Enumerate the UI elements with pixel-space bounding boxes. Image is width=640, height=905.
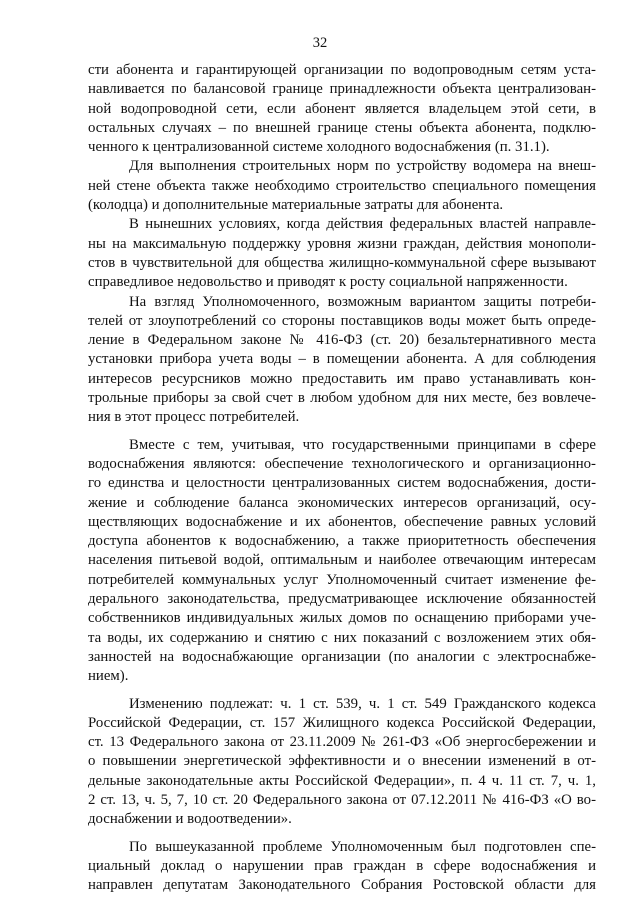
text-line: занностей на водоснабжающие организации (по аналогии с электроснабже- [88,648,596,665]
text-line: 2 ст. 13, ч. 5, 7, 10 ст. 20 Федерального закона от 07.12.2011 № 416-ФЗ «О во- [88,791,596,808]
text-line: По вышеуказанной проблеме Уполномоченным был подготовлен спе- [129,838,596,855]
document-body [88,61,596,895]
text-line: направлен депутатам Законодательного Собрания Ростовской области для [88,877,596,894]
text-line: навливается по балансовой границе принадлежности объекта централизован- [88,81,596,98]
text-line: ление в Федеральном законе № 416-ФЗ (ст. 20) безальтернативного места [88,332,596,349]
text-line: дерального законодательства, предусматривающее исключение обязанностей [88,591,596,608]
paragraph-4 [88,293,596,428]
text-line: доснабжении и водоотведении». [88,811,292,828]
text-line: о повышении энергетической эффективности и о внесении изменений в от- [88,753,596,770]
paragraph-6 [88,695,596,830]
text-line: ней стене объекта также необходимо строительство специального помещения [88,177,596,194]
text-line: доступа абонентов к водоснабжению, а также приоритетность обеспечения [88,533,596,550]
text-line: сти абонента и гарантирующей организации по водопроводным сетям уста- [88,62,596,78]
page-number: 32 [312,35,328,51]
text-line: стов в чувствительной для общества жилищно-коммунальной сфере вызывают [88,254,596,271]
paragraph-5 [88,436,596,687]
text-line: справедливое недовольство и приводят к росту социальной напряженности. [88,274,568,291]
text-line: потребителей коммунальных услуг Уполномоченный считает изменение фе- [88,571,596,588]
text-line: В нынешних условиях, когда действия федеральных властей направле- [129,216,596,233]
text-line: телей от злоупотреблений со стороны поставщиков воды может быть опреде- [88,312,596,329]
text-line: ченного к централизованной системе холодного водоснабжения (п. 31.1). [88,139,550,156]
text-line: (колодца) и дополнительные материальные затраты для абонента. [88,197,504,214]
text-line: Российской Федерации, ст. 157 Жилищного кодекса Российской Федерации, [88,714,596,731]
paragraph-2 [88,157,596,215]
text-line: Изменению подлежат: ч. 1 ст. 539, ч. 1 ст. 549 Гражданского кодекса [129,695,596,712]
paragraph-3 [88,215,596,292]
text-line: установки прибора учета воды – в помещении абонента. А для соблюдения [88,351,596,368]
paragraph-7 [88,838,596,896]
text-line: Вместе с тем, учитывая, что государственными принципами в сфере [129,436,596,453]
text-line: водоснабжения являются: обеспечение технологического и организационно- [88,455,596,472]
text-line: жение и соблюдение баланса экономических интересов организаций, осу- [88,494,596,511]
text-line: ны на максимальную поддержку уровня жизни граждан, действия монополи- [88,235,596,252]
text-line: дельные законодательные акты Российской Федерации», п. 4 ч. 11 ст. 7, ч. 1, [88,772,596,789]
text-line: нием). [88,668,129,685]
text-line: ной водопроводной сети, если абонент является владельцем этой сети, в [88,100,596,117]
text-line: собственников индивидуальных жилых домов по оснащению приборами уче- [88,610,596,627]
text-line: та воды, их содержанию и снятию с них показаний с возложением этих обя- [88,629,596,646]
paragraph-1 [88,61,596,157]
text-line: трольные приборы за свой счет в любом удобном для них месте, без вовлече- [88,390,596,407]
text-line: остальных случаях – по внешней границе стены объекта абонента, подклю- [88,119,596,136]
text-line: Для выполнения строительных норм по устройству водомера на внеш- [129,158,596,175]
text-line: го единства и целостности централизованных систем водоснабжения, дости- [88,475,596,492]
text-line: населения питьевой водой, оптимальным и наиболее отвечающим интересам [88,552,596,569]
text-line: интересов ресурсников можно предоставить им право устанавливать кон- [88,370,596,387]
text-line: ществляющих водоснабжение и их абонентов, обеспечение равных условий [88,513,596,530]
text-line: ния в этот процесс потребителей. [88,409,300,426]
text-line: На взгляд Уполномоченного, возможным вариантом защиты потреби- [129,293,596,310]
text-line: ст. 13 Федерального закона от 23.11.2009 № 261-ФЗ «Об энергосбережении и [88,734,596,751]
text-line: циальный доклад о нарушении прав граждан в сфере водоснабжения и [88,857,596,874]
